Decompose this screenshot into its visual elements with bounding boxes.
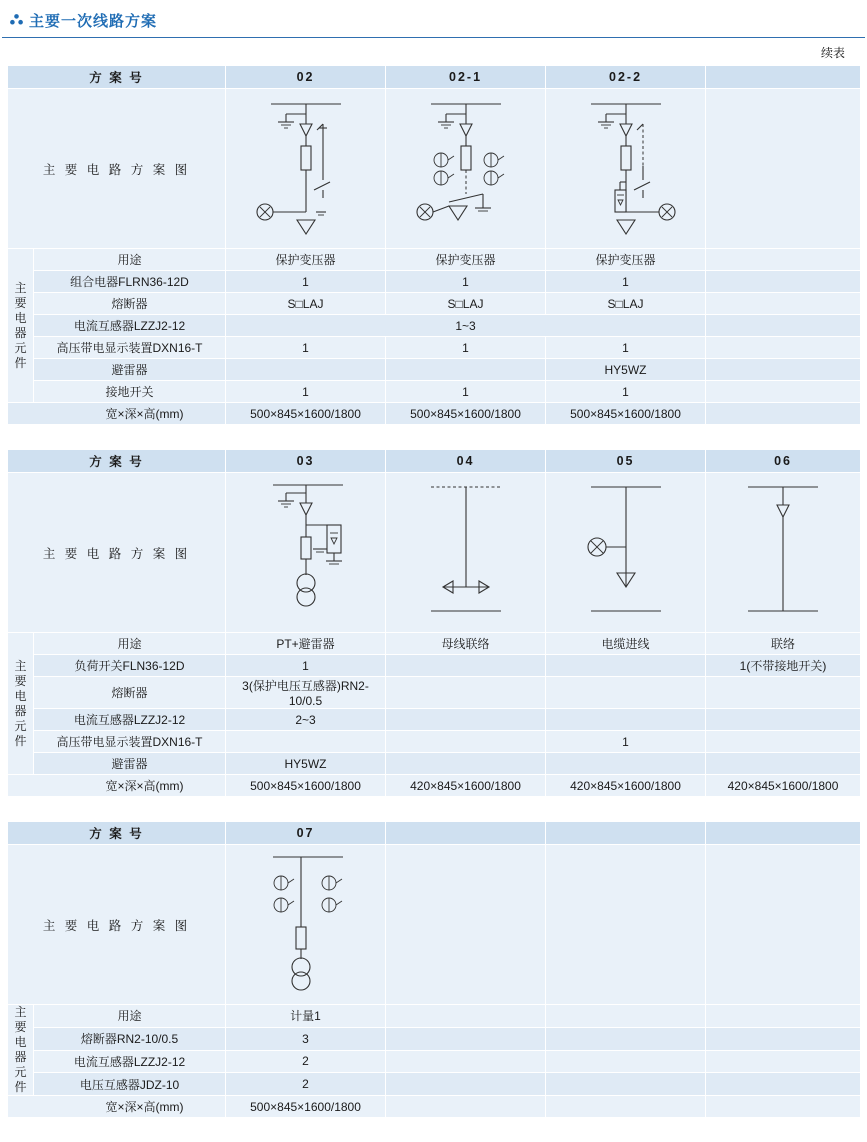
row-label: 电流互感器LZZJ2-12 [34,1050,226,1073]
cell [386,655,546,677]
cell: 500×845×1600/1800 [226,775,386,797]
cell [226,731,386,753]
cell: 420×845×1600/1800 [386,775,546,797]
vlabel-5: 件 [14,733,27,748]
row-label: 高压带电显示装置DXN16-T [34,731,226,753]
row-label-dimensions: 宽×深×高(mm) [8,1096,226,1118]
cell: 500×845×1600/1800 [546,403,706,425]
cell-blank [546,1027,706,1050]
cell: 母线联络 [386,633,546,655]
table-row [8,1073,861,1096]
cell: 500×845×1600/1800 [226,1096,386,1118]
cell [386,359,546,381]
circuit-diagram-label [8,89,226,249]
cell: 1 [546,337,706,359]
table-row [8,1027,861,1050]
header-col-1: 04 [386,450,546,473]
cell: 电缆进线 [546,633,706,655]
diagram-blank [706,845,861,1005]
table-row-diagram [8,89,861,249]
cell [546,677,706,709]
row-label-dimensions: 宽×深×高(mm) [8,403,226,425]
circuit-diagram-label [8,473,226,633]
cell-blank [706,1050,861,1073]
row-label-usage: 用途 [34,249,226,271]
header-col-0: 03 [226,450,386,473]
cell: 1 [546,271,706,293]
cell-blank [706,337,861,359]
row-label: 组合电器FLRN36-12D [34,271,226,293]
cell-blank [386,1005,546,1028]
cell: 保护变压器 [546,249,706,271]
cell [706,677,861,709]
vlabel-1: 要 [14,295,27,310]
row-label: 熔断器 [34,293,226,315]
document-header [2,0,865,38]
table-row [8,315,861,337]
cell: 1 [386,381,546,403]
cell-blank [706,293,861,315]
diagram-blank [546,845,706,1005]
vlabel-3: 器 [14,1050,27,1064]
cell: 1 [226,381,386,403]
table-row [8,359,861,381]
vlabel-5: 件 [14,355,27,370]
cell-blank [706,1005,861,1028]
table-row [8,249,861,271]
cell: 420×845×1600/1800 [706,775,861,797]
cell-blank [546,1050,706,1073]
cell: 保护变压器 [226,249,386,271]
cell-blank [386,1050,546,1073]
cell [706,731,861,753]
row-label: 电流互感器LZZJ2-12 [34,315,226,337]
header-col-2: 05 [546,450,706,473]
cell-blank [706,315,861,337]
cell-blank [386,1027,546,1050]
cell-blank [706,249,861,271]
cell-blank [706,1027,861,1050]
cell-blank [546,1096,706,1118]
vlabel-4: 元 [14,340,27,355]
table-row [8,1005,861,1028]
vlabel-1: 要 [14,1020,27,1034]
diagram-07 [226,845,386,1005]
table-row [8,403,861,425]
cell: 1 [546,731,706,753]
diagram-02-2 [546,89,706,249]
table-row-diagram [8,845,861,1005]
vertical-main-label [8,249,34,403]
vlabel-0: 主 [14,1005,27,1019]
vlabel-2: 电 [14,310,27,325]
header-col-0: 02 [226,66,386,89]
vlabel-5: 件 [14,1080,27,1094]
header-col-blank [546,822,706,845]
cell-blank [706,359,861,381]
cell: 联络 [706,633,861,655]
flower-icon [10,14,23,27]
table-row [8,731,861,753]
cell: 1 [386,337,546,359]
diagram-blank [386,845,546,1005]
cell-blank [386,1096,546,1118]
header-col-blank [706,66,861,89]
vlabel-4: 元 [14,1065,27,1079]
table-row [8,1096,861,1118]
table-row [8,337,861,359]
cell: 1(不带接地开关) [706,655,861,677]
cell-blank [706,381,861,403]
cell-blank [706,403,861,425]
diagram-label-text: 主 要 电 路 方 案 图 [42,918,191,933]
header-col-0: 07 [226,822,386,845]
table-row [8,655,861,677]
cell [386,709,546,731]
row-label: 避雷器 [34,753,226,775]
diagram-label-text: 主 要 电 路 方 案 图 [42,162,191,177]
cell: 计量1 [226,1005,386,1028]
cell: 1 [226,655,386,677]
cell [546,753,706,775]
cell-blank [546,1005,706,1028]
vertical-main-label [8,633,34,775]
table-row [8,450,861,473]
table-row [8,775,861,797]
vlabel-2: 电 [14,1035,27,1049]
cell: S□LAJ [386,293,546,315]
table-row [8,293,861,315]
row-label: 电压互感器JDZ-10 [34,1073,226,1096]
row-label-usage: 用途 [34,1005,226,1028]
cell: 1 [226,337,386,359]
table-row [8,822,861,845]
page-title: 主要一次线路方案 [29,13,158,30]
row-label: 熔断器 [34,677,226,709]
header-scheme-no: 方 案 号 [8,66,226,89]
cell: 3(保护电压互感器)RN2-10/0.5 [226,677,386,709]
cell: 2 [226,1050,386,1073]
header-col-3: 06 [706,450,861,473]
cell-blank [546,1073,706,1096]
header-scheme-no: 方 案 号 [8,822,226,845]
vlabel-2: 电 [14,688,27,703]
vlabel-1: 要 [14,673,27,688]
scheme-table-2 [7,449,861,797]
row-label: 负荷开关FLN36-12D [34,655,226,677]
header-col-blank [706,822,861,845]
row-label: 熔断器RN2-10/0.5 [34,1027,226,1050]
cell [386,731,546,753]
row-label: 接地开关 [34,381,226,403]
table-row [8,66,861,89]
header-col-1: 02-1 [386,66,546,89]
cell: 1 [386,271,546,293]
cell-blank [706,1096,861,1118]
row-label: 避雷器 [34,359,226,381]
vlabel-3: 器 [14,703,27,718]
row-label: 高压带电显示装置DXN16-T [34,337,226,359]
scheme-table-1 [7,65,861,425]
cell-blank [386,1073,546,1096]
row-label-usage: 用途 [34,633,226,655]
vlabel-3: 器 [14,325,27,340]
diagram-02 [226,89,386,249]
table-row [8,1050,861,1073]
diagram-02-1 [386,89,546,249]
diagram-blank [706,89,861,249]
cell: PT+避雷器 [226,633,386,655]
table-row [8,633,861,655]
cell: 2 [226,1073,386,1096]
cell: 1 [546,381,706,403]
cell: HY5WZ [546,359,706,381]
diagram-label-text: 主 要 电 路 方 案 图 [42,546,191,561]
vlabel-4: 元 [14,718,27,733]
cell: 420×845×1600/1800 [546,775,706,797]
table-row [8,753,861,775]
diagram-04 [386,473,546,633]
diagram-03 [226,473,386,633]
cell [386,677,546,709]
continued-label: 续表 [820,46,845,60]
cell [706,753,861,775]
cell-blank [706,271,861,293]
vertical-main-label [8,1005,34,1096]
cell: 保护变压器 [386,249,546,271]
cell: S□LAJ [546,293,706,315]
cell: HY5WZ [226,753,386,775]
header-col-blank [386,822,546,845]
cell: 500×845×1600/1800 [386,403,546,425]
cell [546,709,706,731]
cell: 2~3 [226,709,386,731]
cell [226,359,386,381]
cell [386,753,546,775]
circuit-diagram-label [8,845,226,1005]
cell [546,655,706,677]
cell-blank [706,1073,861,1096]
vlabel-0: 主 [14,280,27,295]
row-label: 电流互感器LZZJ2-12 [34,709,226,731]
cell: S□LAJ [226,293,386,315]
table-row [8,709,861,731]
table-row [8,677,861,709]
diagram-06 [706,473,861,633]
table-row [8,381,861,403]
cell: 3 [226,1027,386,1050]
cell: 500×845×1600/1800 [226,403,386,425]
diagram-05 [546,473,706,633]
header-scheme-no: 方 案 号 [8,450,226,473]
scheme-table-3 [7,821,861,1118]
cell [706,709,861,731]
header-col-2: 02-2 [546,66,706,89]
vlabel-0: 主 [14,658,27,673]
cell-merged: 1~3 [226,315,706,337]
row-label-dimensions: 宽×深×高(mm) [8,775,226,797]
table-row-diagram [8,473,861,633]
table-row [8,271,861,293]
cell: 1 [226,271,386,293]
